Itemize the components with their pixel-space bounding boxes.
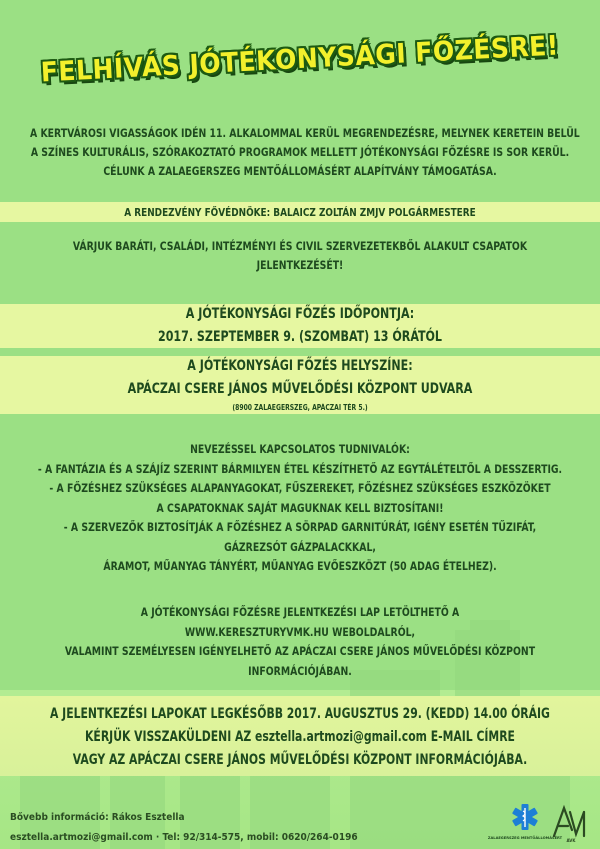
deadline-suffix: E-MAIL CÍMRE [426,729,515,745]
deadline-prefix: KÉRJÜK VISSZAKÜLDENI AZ [85,729,256,745]
place-address: (8900 ZALAEGERSZEG, APÁCZAI TÉR 5.) [232,403,368,412]
footer-contact-details[interactable]: esztella.artmozi@gmail.com · Tel: 92/314-575, mobil: 0620/264-0196 [10,832,358,843]
info-line: - A SZERVEZŐK BIZTOSÍTJÁK A FŐZÉSHEZ A SÖRPAD GARNITÚRÁT, IGÉNY ESETÉN TŰZIFÁT, [63,520,537,534]
entry-info [30,440,570,577]
registration-line: A JÓTÉKONYSÁGI FŐZÉSRE JELENTKEZÉSI LAP LETÖLTHETŐ A [140,605,460,619]
info-line: ÁRAMOT, MŰANYAG TÁNYÉRT, MŰANYAG EVŐESZKÖZT (50 ADAG ÉTELHEZ). [103,559,497,573]
info-line: NEVEZÉSSEL KAPCSOLATOS TUDNIVALÓK: [190,442,410,456]
registration-link[interactable]: WWW.KERESZTURYVMK.HU WEBOLDALRÓL, [184,624,416,639]
place-value: APÁCZAI CSERE JÁNOS MŰVELŐDÉSI KÖZPONT UDVARA [127,381,473,397]
info-line: A CSAPATOKNAK SAJÁT MAGUKNAK KELL BIZTOSÍTANI! [156,500,444,515]
poster-title: FELHÍVÁS JÓTÉKONYSÁGI FŐZÉSRE! [40,30,560,89]
invite-text [30,237,570,275]
registration-line: INFORMÁCIÓJÁBAN. [248,663,352,678]
title-wrap [0,30,600,89]
date-label: A JÓTÉKONYSÁGI FŐZÉS IDŐPONTJA: [185,306,415,322]
deadline-text [42,703,558,772]
avk-monogram-icon [550,800,592,844]
invite-line: VÁRJUK BARÁTI, CSALÁDI, INTÉZMÉNYI ÉS CIVIL SZERVEZETEKBŐL ALAKULT CSAPATOK [72,239,528,253]
venue-logo-text: AVK [566,838,576,843]
deadline-line: VAGY AZ APÁCZAI CSERE JÁNOS MŰVELŐDÉSI KÖZPONT INFORMÁCIÓJÁBA. [72,752,528,768]
info-line: - A FŐZÉSHEZ SZÜKSÉGES ALAPANYAGOKAT, FŰSZEREKET, FŐZÉSHEZ SZÜKSÉGES ESZKÖZÖKET [49,481,551,495]
invite-line: JELENTKEZÉSÉT! [256,258,344,272]
place-label: A JÓTÉKONYSÁGI FŐZÉS HELYSZÍNE: [187,358,413,374]
patron-text: A RENDEZVÉNY FŐVÉDNÖKE: BALAICZ ZOLTÁN ZMJV POLGÁRMESTERE [124,206,476,219]
deadline-line: A JELENTKEZÉSI LAPOKAT LEGKÉSŐBB 2017. AUGUSZTUS 29. (KEDD) 14.00 ÓRÁIG [50,706,550,722]
footer-contact-person: Bővebb információ: Rákos Esztella [10,812,185,823]
ambulance-logo-caption: ZALAEGERSZEG MENTŐÁLLOMÁSÉRT [487,836,563,840]
deadline-email-link[interactable]: esztella.artmozi@gmail.com [255,729,427,745]
info-line: - A FANTÁZIA ÉS A SZÁJÍZ SZERINT BÁRMILYEN ÉTEL KÉSZÍTHETŐ AZ EGYTÁLÉTELTŐL A DESSZERTIG. [37,461,563,476]
intro-line: A SZÍNES KULTURÁLIS, SZÓRAKOZTATÓ PROGRAMOK MELLETT JÓTÉKONYSÁGI FŐZÉSRE IS SOR KERÜL. [30,145,570,159]
registration-line: VALAMINT SZEMÉLYESEN IGÉNYELHETŐ AZ APÁCZAI CSERE JÁNOS MŰVELŐDÉSI KÖZPONT [64,644,536,658]
footer-contact [10,808,358,848]
deadline-line [42,726,558,749]
star-of-life-icon [487,800,563,844]
intro-line: A KERTVÁROSI VIGASSÁGOK IDÉN 11. ALKALOMMAL KERÜL MEGRENDEZÉSRE, MELYNEK KERETEIN BELÜL [30,126,580,140]
intro-text [30,124,580,181]
registration-info [30,603,570,681]
date-value: 2017. SZEPTEMBER 9. (SZOMBAT) 13 ÓRÁTÓL [158,329,442,345]
intro-line: CÉLUNK A ZALAEGERSZEG MENTŐÁLLOMÁSÉRT ALAPÍTVÁNY TÁMOGATÁSA. [103,164,497,178]
info-line: GÁZREZSÓT GÁZPALACKKAL, [224,539,376,554]
